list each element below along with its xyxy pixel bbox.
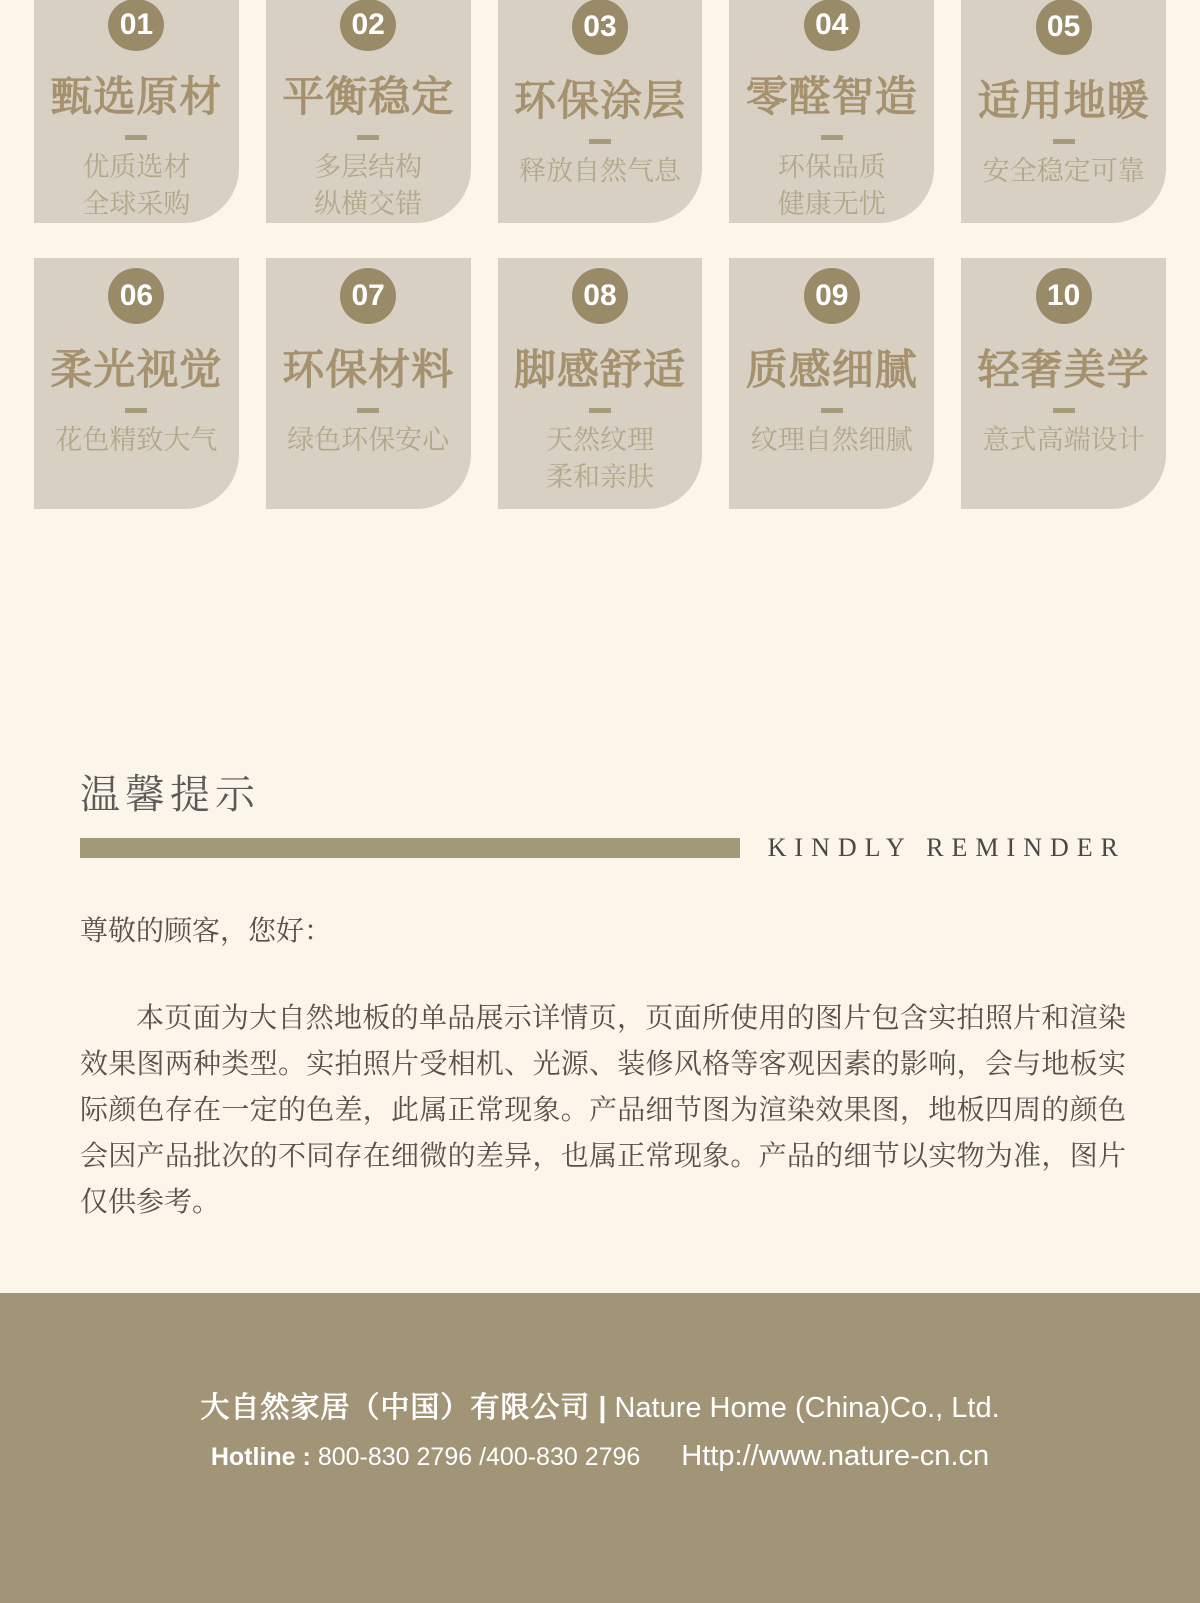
feature-title: 环保涂层	[513, 77, 686, 124]
kindly-reminder-section	[80, 772, 1126, 1225]
feature-subtitle-line: 花色精致大气	[55, 425, 218, 455]
company-footer	[0, 1293, 1200, 1603]
feature-title: 零醛智造	[745, 73, 918, 121]
feature-card	[498, 258, 703, 509]
customer-greeting: 尊敬的顾客，您好：	[80, 915, 333, 946]
feature-card	[961, 258, 1166, 509]
title-divider-dash	[821, 408, 843, 413]
feature-title: 适用地暖	[977, 77, 1150, 124]
divider-bar	[80, 838, 740, 858]
feature-number-badge: 10	[1036, 268, 1092, 324]
feature-card	[34, 0, 239, 223]
company-name-en: Nature Home (China)Co., Ltd.	[614, 1392, 1000, 1424]
feature-title: 甄选原材	[50, 73, 223, 121]
feature-row-2	[34, 258, 1166, 509]
reminder-divider-row	[80, 833, 1126, 863]
feature-card	[961, 0, 1166, 223]
title-divider-dash	[1053, 139, 1075, 144]
feature-subtitle-line: 健康无忧	[777, 189, 886, 219]
feature-card	[266, 258, 471, 509]
feature-number-badge: 02	[340, 0, 396, 51]
feature-title: 平衡稳定	[282, 73, 455, 121]
feature-cards-section	[0, 0, 1200, 509]
company-name-cn: 大自然家居（中国）有限公司	[200, 1392, 591, 1424]
feature-title: 柔光视觉	[50, 346, 223, 393]
feature-number-badge: 07	[340, 268, 396, 324]
feature-subtitle	[82, 149, 190, 223]
feature-number-badge: 04	[804, 0, 860, 51]
feature-card	[34, 258, 239, 509]
feature-subtitle-line: 多层结构	[314, 152, 423, 182]
feature-subtitle	[314, 149, 422, 223]
feature-row-1	[34, 0, 1166, 223]
feature-subtitle-line: 柔和亲肤	[545, 462, 654, 492]
title-divider-dash	[357, 408, 379, 413]
feature-subtitle	[983, 153, 1145, 190]
feature-title: 环保材料	[282, 346, 455, 393]
feature-subtitle	[546, 422, 654, 496]
feature-number-badge: 01	[108, 0, 164, 51]
notice-paragraph: 本页面为大自然地板的单品展示详情页，页面所使用的图片包含实拍照片和渲染效果图两种类型。实拍照片受相机、光源、装修风格等客观因素的影响，会与地板实际颜色存在一定的色差，此属正常现象。产品细节图为渲染效果图，地板四周的颜色会因产品批次的不同存在细微的差异，也属正常现象。产品的细节以实物为准，图片仅供参考。	[80, 1002, 1126, 1217]
feature-number-badge: 03	[572, 0, 628, 55]
feature-subtitle	[778, 149, 886, 223]
hotline-numbers: 800-830 2796 /400-830 2796	[317, 1443, 641, 1471]
feature-card	[498, 0, 703, 223]
feature-subtitle	[287, 422, 449, 459]
feature-title: 质感细腻	[745, 346, 918, 393]
feature-subtitle-line: 释放自然气息	[518, 156, 681, 186]
feature-subtitle	[519, 153, 681, 190]
feature-subtitle-line: 全球采购	[82, 189, 191, 219]
title-divider-dash	[589, 408, 611, 413]
feature-card	[729, 0, 934, 223]
hotline-label: Hotline :	[210, 1443, 311, 1471]
feature-subtitle	[983, 422, 1145, 459]
feature-subtitle-line: 天然纹理	[545, 425, 654, 455]
title-divider-dash	[125, 135, 147, 140]
feature-subtitle-line: 优质选材	[82, 152, 191, 182]
feature-title: 脚感舒适	[513, 346, 686, 393]
feature-subtitle-line: 环保品质	[777, 152, 886, 182]
feature-number-badge: 05	[1036, 0, 1092, 55]
title-divider-dash	[125, 408, 147, 413]
company-name-line	[0, 1389, 1200, 1427]
title-divider-dash	[1053, 408, 1075, 413]
feature-subtitle-line: 纹理自然细腻	[750, 425, 913, 455]
company-name-separator: |	[598, 1392, 607, 1424]
feature-subtitle-line: 绿色环保安心	[287, 425, 450, 455]
feature-card	[729, 258, 934, 509]
title-divider-dash	[357, 135, 379, 140]
title-divider-dash	[821, 135, 843, 140]
feature-subtitle	[751, 422, 913, 459]
feature-subtitle	[55, 422, 217, 459]
feature-number-badge: 08	[572, 268, 628, 324]
website-url: Http://www.nature-cn.cn	[681, 1440, 990, 1472]
feature-title: 轻奢美学	[977, 346, 1150, 393]
contact-line	[0, 1439, 1200, 1474]
feature-subtitle-line: 纵横交错	[314, 189, 423, 219]
feature-card	[266, 0, 471, 223]
title-divider-dash	[589, 139, 611, 144]
feature-subtitle-line: 安全稳定可靠	[982, 156, 1145, 186]
feature-number-badge: 09	[804, 268, 860, 324]
feature-number-badge: 06	[108, 268, 164, 324]
feature-subtitle-line: 意式高端设计	[982, 425, 1145, 455]
reminder-title: 温馨提示	[80, 773, 260, 817]
reminder-subtitle-en: KINDLY REMINDER	[767, 833, 1126, 862]
